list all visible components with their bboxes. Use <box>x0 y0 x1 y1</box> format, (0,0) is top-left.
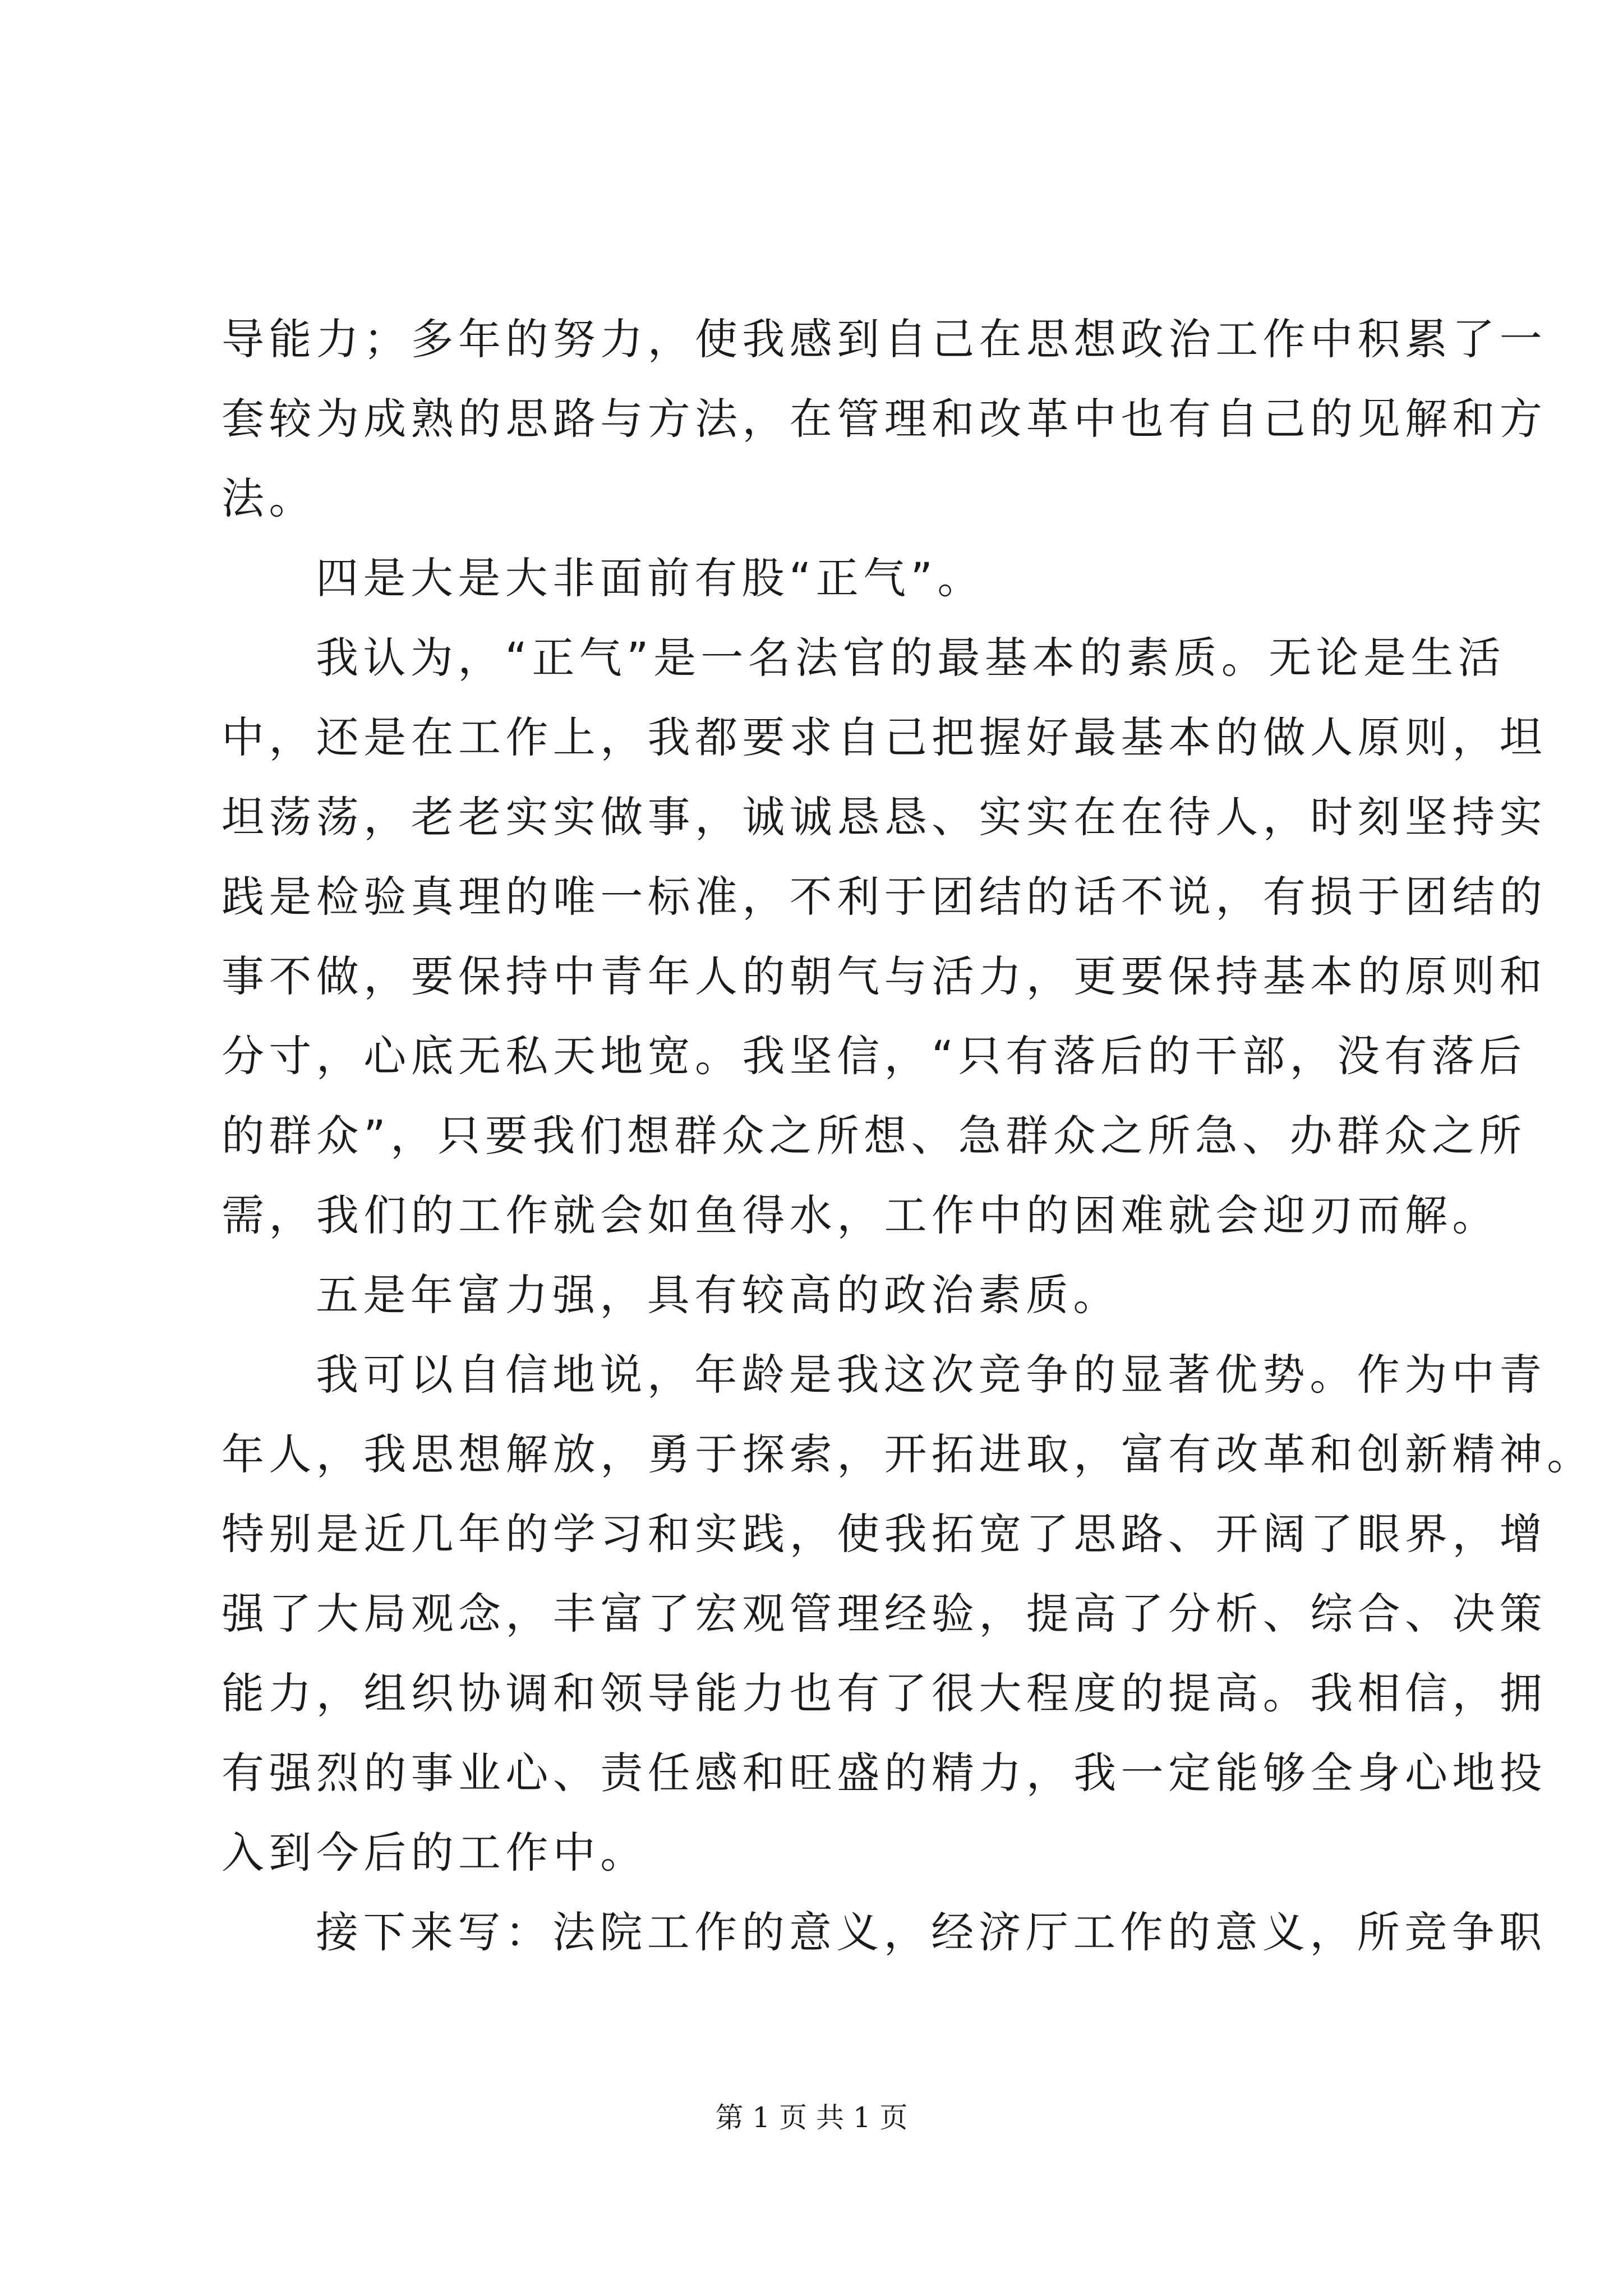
text-line: 导能力；多年的努力，使我感到自己在思想政治工作中积累了一 <box>222 314 1547 364</box>
section-heading: 四是大是大非面前有股“正气”。 <box>316 553 985 603</box>
text-line: 的群众”，只要我们想群众之所想、急群众之所急、办群众之所 <box>222 1111 1527 1161</box>
text-line: 有强烈的事业心、责任感和旺盛的精力，我一定能够全身心地投 <box>222 1748 1547 1798</box>
section-heading: 五是年富力强，具有较高的政治素质。 <box>316 1270 1121 1320</box>
text-line: 中，还是在工作上，我都要求自己把握好最基本的做人原则，坦 <box>222 712 1547 762</box>
text-line: 接下来写：法院工作的意义，经济厅工作的意义，所竞争职 <box>316 1907 1547 1957</box>
text-line: 践是检验真理的唯一标准，不利于团结的话不说，有损于团结的 <box>222 872 1547 922</box>
text-line: 坦荡荡，老老实实做事，诚诚恳恳、实实在在待人，时刻坚持实 <box>222 792 1547 842</box>
text-line: 我可以自信地说，年龄是我这次竞争的显著优势。作为中青 <box>316 1350 1547 1400</box>
text-line: 分寸，心底无私天地宽。我坚信，“只有落后的干部，没有落后 <box>222 1031 1527 1081</box>
document-body <box>222 300 1594 1972</box>
text-line: 我认为，“正气”是一名法官的最基本的素质。无论是生活 <box>316 633 1506 683</box>
text-line: 强了大局观念，丰富了宏观管理经验，提高了分析、综合、决策 <box>222 1589 1547 1639</box>
text-line: 入到今后的工作中。 <box>222 1828 648 1878</box>
text-line: 年人，我思想解放，勇于探索，开拓进取，富有改革和创新精神。 <box>222 1429 1594 1479</box>
text-line: 能力，组织协调和领导能力也有了很大程度的提高。我相信，拥 <box>222 1668 1547 1718</box>
text-line: 事不做，要保持中青年人的朝气与活力，更要保持基本的原则和 <box>222 951 1547 1001</box>
page-footer: 第 1 页 共 1 页 <box>715 2101 908 2134</box>
text-line: 法。 <box>222 473 316 523</box>
text-line: 需，我们的工作就会如鱼得水，工作中的困难就会迎刃而解。 <box>222 1190 1500 1240</box>
text-line: 特别是近几年的学习和实践，使我拓宽了思路、开阔了眼界，增 <box>222 1509 1547 1559</box>
text-line: 套较为成熟的思路与方法，在管理和改革中也有自己的见解和方 <box>222 394 1547 444</box>
